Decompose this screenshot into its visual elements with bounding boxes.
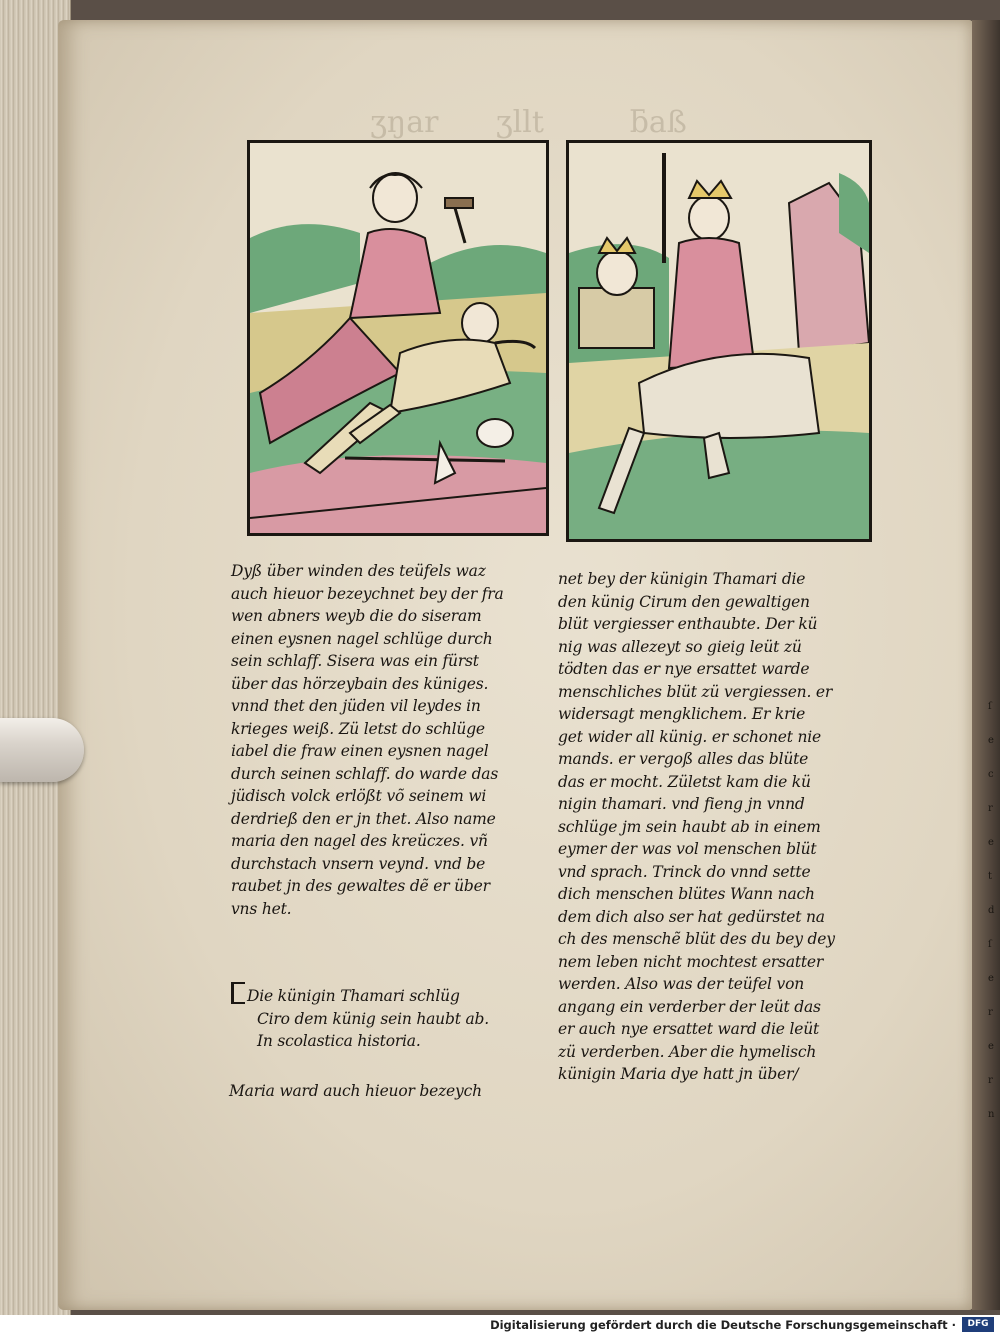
text-line: künigin Maria dye hatt jn über/ xyxy=(558,1065,799,1083)
text-line: werden. Also was der teüfel von xyxy=(558,975,805,993)
text-line: raubet jn des gewaltes dẽ er über xyxy=(231,877,490,895)
text-line: vnnd thet den jüden vil leydes in xyxy=(231,697,481,715)
text-line: blüt vergiesser enthaubte. Der kü xyxy=(558,615,818,633)
rubric-line: Ciro dem künig sein haubt ab. xyxy=(257,1009,489,1028)
book-gutter xyxy=(972,20,1000,1310)
text-line: zü verderben. Aber die hymelisch xyxy=(558,1042,817,1061)
bleed-through-text: ʒŋar ʒllt ƃaß xyxy=(370,105,687,140)
text-line: get wider all künig. er schonet nie xyxy=(558,727,821,746)
text-line: net bey der künigin Thamari die xyxy=(558,570,806,588)
text-line: dem dich also ser hat gedürstet na xyxy=(558,907,825,926)
text-line: dich menschen blütes Wann nach xyxy=(558,885,815,903)
text-line: iabel die fraw einen eysnen nagel xyxy=(231,742,489,760)
text-line: nem leben nicht mochtest ersatter xyxy=(558,952,824,971)
text-line: schlüge jm sein haubt ab in einem xyxy=(558,817,821,836)
text-line: durchstach vnsern veynd. vnd be xyxy=(231,854,486,873)
facing-page-text-edge: ſ e c r e t d ſ e r e r n xyxy=(988,701,995,1120)
text-line: angang ein verderber der leüt das xyxy=(558,997,821,1016)
text-line: vnd sprach. Trinck do vnnd sette xyxy=(558,862,811,881)
left-last-line xyxy=(229,1080,529,1103)
right-text-column xyxy=(558,568,858,1086)
text-line: maria den nagel des kreüczes. vñ xyxy=(231,832,488,850)
text-line: das er mocht. Zületst kam die kü xyxy=(558,772,811,791)
rubric-block xyxy=(231,982,531,1053)
page-clip xyxy=(0,718,84,782)
text-line: nigin thamari. vnd fieng jn vnnd xyxy=(558,795,805,813)
text-line: derdrieß den er jn thet. Also name xyxy=(231,809,496,828)
text-line: er auch nye ersattet ward die leüt xyxy=(558,1020,820,1038)
text-line: Maria ward auch hieuor bezeych xyxy=(229,1082,482,1100)
text-line: über das hörzeybain des küniges. xyxy=(231,674,489,693)
text-line: vns het. xyxy=(231,899,292,918)
text-line: einen eysnen nagel schlüge durch xyxy=(231,629,493,648)
text-line: tödten das er nye ersattet warde xyxy=(558,660,810,678)
text-line: eymer der was vol menschen blüt xyxy=(558,840,817,858)
text-line: durch seinen schlaff. do warde das xyxy=(231,764,499,783)
rubric-line: Die künigin Thamari schlüg xyxy=(231,982,531,1008)
footer-credit: Digitalisierung gefördert durch die Deutsche Forschungsgemeinschaft · xyxy=(490,1318,956,1332)
text-line: wen abners weyb die do siseram xyxy=(231,607,482,625)
rubric-line: In scolastica historia. xyxy=(257,1032,421,1050)
text-line: mands. er vergoß alles das blüte xyxy=(558,750,809,768)
text-line: den künig Cirum den gewaltigen xyxy=(558,592,810,611)
woodcut-jael-sisera xyxy=(247,140,549,536)
text-line: jüdisch volck erlößt võ seinem wi xyxy=(231,787,487,805)
text-line: widersagt mengklichem. Er krie xyxy=(558,705,806,723)
text-line: menschliches blüt zü vergiessen. er xyxy=(558,682,833,701)
text-line: Dyß über winden des teüfels waz xyxy=(231,562,486,580)
text-line: nig was allezeyt so gieig leüt zü xyxy=(558,637,802,656)
dfg-logo-icon: DFG xyxy=(962,1317,994,1332)
text-line: auch hieuor bezeychnet bey der fra xyxy=(231,584,504,603)
footer-bar xyxy=(0,1315,1000,1335)
left-text-column xyxy=(231,560,531,920)
text-line: sein schlaff. Sisera was ein fürst xyxy=(231,652,479,670)
paragraph-mark-icon xyxy=(231,982,245,1004)
woodcut-thamari-cyrus xyxy=(566,140,872,542)
text-line: ch des menschẽ blüt des du bey dey xyxy=(558,930,835,948)
text-line: krieges weiß. Zü letst do schlüge xyxy=(231,719,485,738)
